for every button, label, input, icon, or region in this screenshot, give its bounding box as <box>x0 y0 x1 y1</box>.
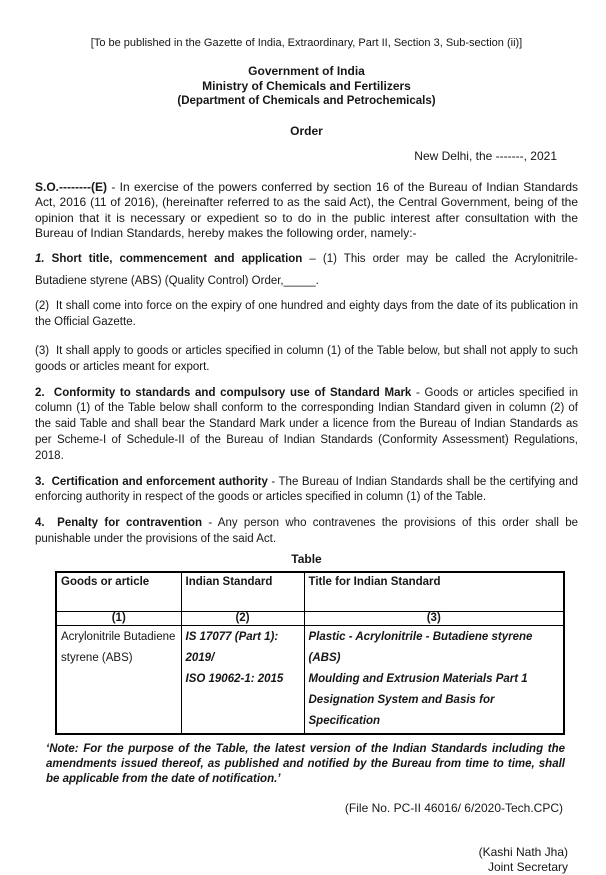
order-heading: Order <box>290 124 323 138</box>
clause-2-title: 2. Conformity to standards and compulsory use of Standard Mark <box>35 386 412 399</box>
clause-1-number: 1. <box>35 253 45 266</box>
ministry-line: Ministry of Chemicals and Fertilizers <box>202 79 411 93</box>
clause-1-paragraph <box>35 248 578 292</box>
clause-1-sub-2: (2) It shall come into force on the expiry of one hundred and eighty days from the date of its publication in the Official Gazette. <box>35 300 578 328</box>
clause-2-body: - Goods or articles specified in column (1) of the Table below shall conform to the corresponding Indian Standard given in column (2) of the said Table and shall bear the Standard Mark under a licence from the Bureau of Indian Standards as per Scheme-I of Schedule-II of the Bureau of Indian Standards (Conformity Assessment) Regulations, 2018. <box>35 386 579 462</box>
clause-4-body: - Any person who contravenes the provisions of this order shall be punishable under the provisions of the said Act. <box>35 517 578 545</box>
clause-3-paragraph <box>35 475 578 507</box>
department-line: (Department of Chemicals and Petrochemicals) <box>177 95 436 107</box>
column-number-2: (2) <box>181 611 304 625</box>
signatory-title: Joint Secretary <box>487 859 568 874</box>
clause-4-paragraph <box>35 516 578 548</box>
clause-1-body: – (1) This order may be called the Acrylonitrile- Butadiene styrene (ABS) (Quality Control) Order, <box>35 253 578 288</box>
title-line-1: Plastic - Acrylonitrile - Butadiene styrene (ABS) <box>308 630 533 664</box>
title-line-3: Designation System and Basis for Specification <box>308 693 495 727</box>
table-header-row <box>56 572 564 612</box>
preamble-body: - In exercise of the powers conferred by section 16 of the Bureau of Indian Standards Act, 2016 (11 of 2016), (hereinafter referred to as the said Act), the Central Government, being of the opinion that it is necessary or expedient so to do in the public interest after consultation with the Bureau of Indian Standards, hereby makes the following order, namely:- <box>35 180 578 240</box>
clause-1-sub-3: (3) It shall apply to goods or articles specified in column (1) of the Table below, but shall not apply to such goods or articles meant for export. <box>35 345 578 373</box>
signature-block <box>35 845 578 875</box>
goods-table <box>55 571 565 735</box>
clause-1-blank: _____ <box>283 275 316 288</box>
clause-4-title: 4. Penalty for contravention <box>35 517 203 530</box>
dateline: New Delhi, the -------, 2021 <box>414 149 557 163</box>
clause-1-title: Short title, commencement and application <box>44 253 303 266</box>
clause-3-body: - The Bureau of Indian Standards shall be the certifying and enforcing authority in respect of the goods or articles specified in column (1) of the Table. <box>35 475 578 504</box>
header-title: Title for Indian Standard <box>304 572 564 612</box>
cell-standard <box>181 625 304 734</box>
page-content <box>35 0 578 875</box>
government-line: Government of India <box>248 64 365 78</box>
standard-line-1: IS 17077 (Part 1): 2019/ <box>185 630 279 664</box>
table-data-row <box>56 625 564 734</box>
cell-title <box>304 625 564 734</box>
standard-line-2: ISO 19062-1: 2015 <box>185 672 284 685</box>
clause-2-paragraph <box>35 386 578 465</box>
clause-3-title: 3. Certification and enforcement authority <box>35 475 268 488</box>
column-number-3: (3) <box>304 611 564 625</box>
title-line-2: Moulding and Extrusion Materials Part 1 <box>308 672 528 685</box>
cell-goods: Acrylonitrile Butadiene styrene (ABS) <box>56 625 181 734</box>
table-note: ‘Note: For the purpose of the Table, the latest version of the Indian Standards including the amendments issued thereof, as published and notified by the Bureau from time to time, shall be applicable from the date of notification.’ <box>46 742 565 786</box>
preamble-paragraph <box>35 180 578 241</box>
org-header <box>35 64 578 109</box>
table-caption: Table <box>291 551 322 566</box>
header-standard: Indian Standard <box>181 572 304 612</box>
signatory-name: (Kashi Nath Jha) <box>478 844 568 859</box>
so-number: S.O.--------(E) <box>35 180 107 194</box>
column-number-1: (1) <box>56 611 181 625</box>
publication-line: [To be published in the Gazette of India, Extraordinary, Part II, Section 3, Sub-section (ii)] <box>90 37 523 49</box>
header-goods: Goods or article <box>56 572 181 612</box>
clause-1-period: . <box>315 275 319 288</box>
file-number: (File No. PC-II 46016/ 6/2020-Tech.CPC) <box>344 800 563 815</box>
table-number-row <box>56 611 564 625</box>
